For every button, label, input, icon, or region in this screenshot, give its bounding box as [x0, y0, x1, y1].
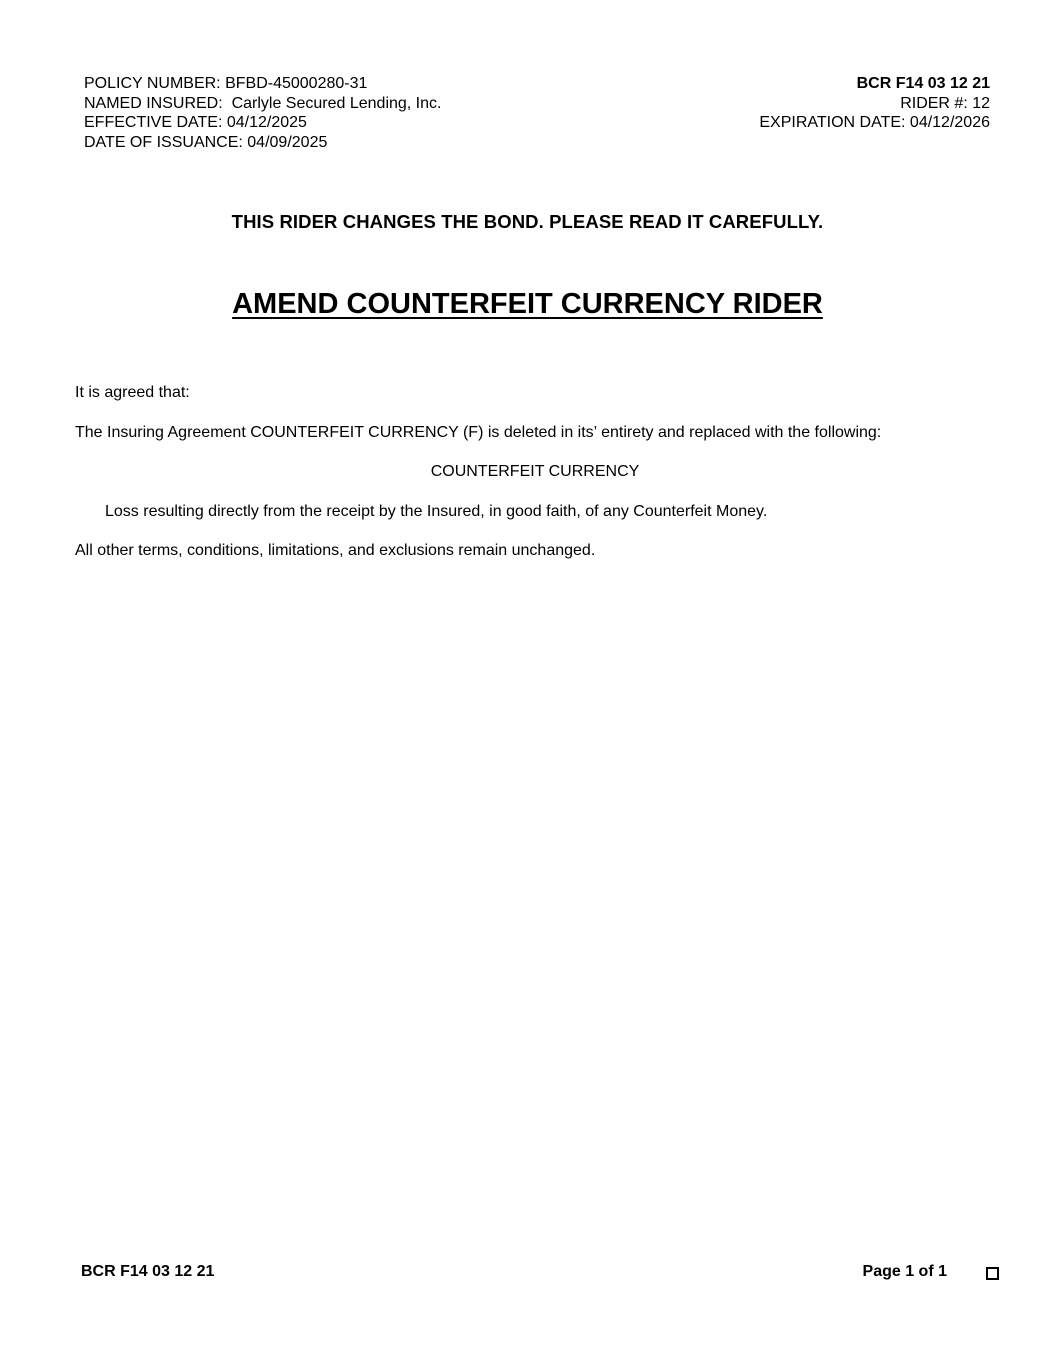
- expiration-date: EXPIRATION DATE: 04/12/2026: [759, 114, 990, 131]
- date-of-issuance: DATE OF ISSUANCE: 04/09/2025: [84, 133, 328, 151]
- intro-paragraph: It is agreed that:: [75, 384, 190, 401]
- form-info-block: [759, 74, 990, 133]
- notice-heading: THIS RIDER CHANGES THE BOND. PLEASE READ IT CAREFULLY.: [231, 211, 824, 232]
- rider-body: [75, 383, 995, 581]
- policy-number: POLICY NUMBER: BFBD-45000280-31: [84, 75, 368, 92]
- footer-page-number: Page 1 of 1: [862, 1263, 947, 1280]
- clause-paragraph: Loss resulting directly from the receipt by the Insured, in good faith, of any Counterfeit Money.: [105, 502, 768, 520]
- rider-number: RIDER #: 12: [900, 94, 990, 112]
- statement-paragraph: The Insuring Agreement COUNTERFEIT CURRENCY (F) is deleted in its’ entirety and replaced with the following:: [75, 423, 882, 441]
- effective-date: EFFECTIVE DATE: 04/12/2025: [84, 114, 307, 131]
- page-title: AMEND COUNTERFEIT CURRENCY RIDER: [232, 288, 823, 320]
- policy-info-block: [84, 74, 441, 152]
- named-insured: NAMED INSURED: Carlyle Secured Lending, Inc.: [84, 94, 442, 112]
- form-number: BCR F14 03 12 21: [856, 75, 990, 92]
- checkbox-icon: [986, 1267, 999, 1280]
- closing-paragraph: All other terms, conditions, limitations, and exclusions remain unchanged.: [75, 542, 596, 559]
- section-heading: COUNTERFEIT CURRENCY: [430, 463, 640, 480]
- footer-form-number: BCR F14 03 12 21: [81, 1263, 215, 1280]
